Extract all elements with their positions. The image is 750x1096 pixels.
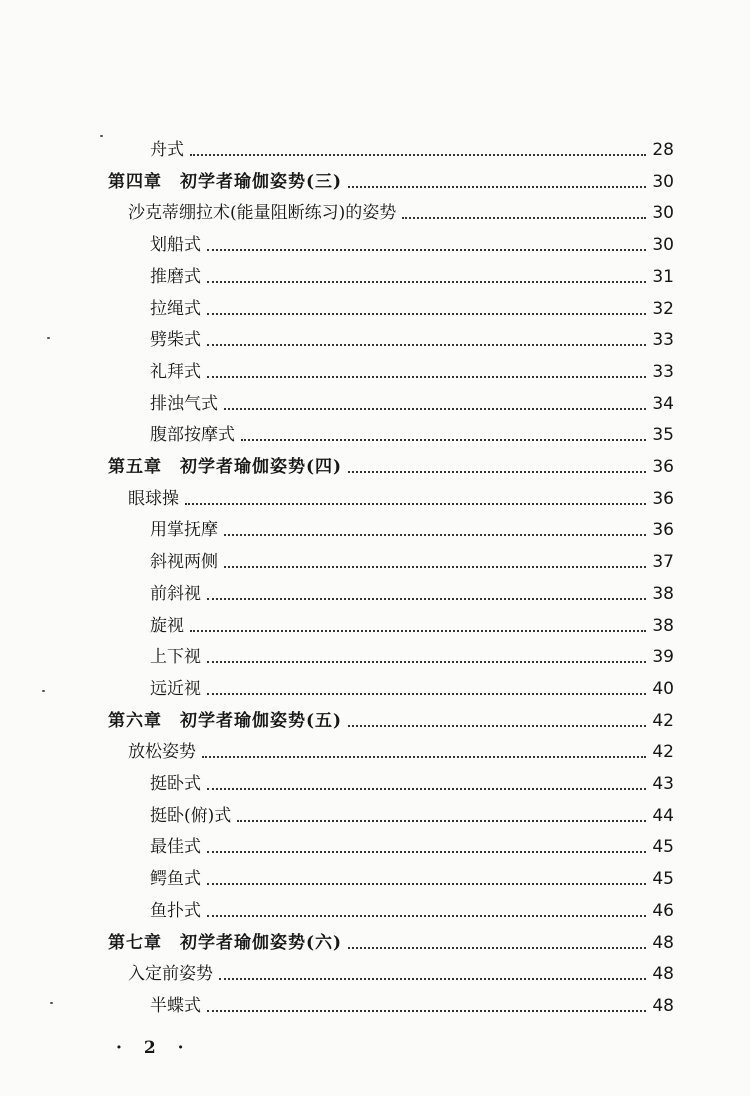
entry-page-number: 28 [652, 140, 674, 160]
entry-title: 推磨式 [150, 266, 201, 287]
entry-page-number: 39 [652, 647, 674, 668]
dot-leader [224, 533, 646, 536]
entry-title: 鳄鱼式 [150, 869, 201, 890]
entry-title: 第七章 初学者瑜伽姿势(六) [108, 932, 343, 953]
subsection-entry [150, 320, 674, 350]
dot-leader [207, 248, 646, 251]
dot-leader [348, 470, 646, 473]
entry-title: 腹部按摩式 [150, 425, 235, 446]
dot-leader [207, 280, 646, 283]
dot-leader [402, 216, 646, 219]
subsection-entry [150, 130, 674, 160]
print-speck [47, 337, 50, 339]
entry-page-number: 34 [652, 393, 674, 414]
dot-leader [207, 660, 646, 663]
entry-page-number: 38 [652, 583, 674, 604]
dot-leader [224, 565, 646, 568]
entry-title: 第六章 初学者瑜伽姿势(五) [108, 710, 343, 731]
chapter-entry [108, 162, 674, 192]
subsection-entry [150, 257, 674, 287]
entry-page-number: 30 [652, 235, 674, 256]
dot-leader [207, 1009, 646, 1012]
chapter-entry [108, 923, 674, 953]
entry-title: 半蝶式 [150, 995, 201, 1016]
dot-leader [224, 407, 646, 410]
entry-title: 旋视 [150, 615, 184, 636]
subsection-entry [150, 637, 674, 667]
entry-page-number: 45 [652, 869, 674, 890]
subsection-entry [150, 827, 674, 857]
entry-page-number: 31 [652, 266, 674, 287]
entry-page-number: 48 [652, 995, 674, 1016]
entry-page-number: 38 [652, 615, 674, 636]
subsection-entry [150, 289, 674, 319]
dot-leader [348, 185, 646, 188]
entry-page-number: 42 [652, 742, 674, 763]
entry-page-number: 44 [652, 805, 674, 826]
entry-page-number: 33 [652, 330, 674, 351]
subsection-entry [150, 669, 674, 699]
print-speck [50, 1002, 53, 1004]
entry-page-number: 43 [652, 774, 674, 794]
dot-leader [207, 692, 646, 695]
entry-title: 沙克蒂绷拉术(能量阻断练习)的姿势 [128, 203, 397, 224]
chapter-entry [108, 701, 674, 731]
subsection-entry [150, 510, 674, 540]
entry-page-number: 36 [652, 457, 674, 477]
subsection-entry [150, 606, 674, 636]
dot-leader [190, 153, 646, 156]
entry-page-number: 37 [652, 552, 674, 573]
entry-page-number: 45 [652, 837, 674, 858]
entry-title: 舟式 [150, 140, 184, 160]
entry-title: 入定前姿势 [128, 964, 213, 985]
dot-leader [207, 312, 646, 315]
subsection-entry [150, 764, 674, 794]
subsection-entry [150, 796, 674, 826]
dot-leader [237, 819, 646, 822]
entry-title: 斜视两侧 [150, 552, 218, 573]
dot-leader [185, 502, 646, 505]
entry-title: 放松姿势 [128, 742, 196, 763]
entry-page-number: 36 [652, 520, 674, 541]
entry-title: 拉绳式 [150, 298, 201, 319]
subsection-entry [150, 384, 674, 414]
entry-title: 第四章 初学者瑜伽姿势(三) [108, 171, 343, 192]
entry-title: 挺卧式 [150, 774, 201, 794]
entry-title: 排浊气式 [150, 393, 218, 414]
chapter-entry [108, 447, 674, 477]
entry-page-number: 30 [652, 171, 674, 192]
subsection-entry [150, 986, 674, 1016]
entry-page-number: 42 [652, 710, 674, 731]
dot-leader [348, 946, 646, 949]
dot-leader [190, 629, 646, 632]
entry-page-number: 48 [652, 932, 674, 953]
entry-title: 划船式 [150, 235, 201, 256]
entry-page-number: 30 [652, 203, 674, 224]
page-number: · 2 · [116, 1038, 192, 1058]
section-entry [128, 193, 674, 223]
dot-leader [207, 882, 646, 885]
entry-page-number: 36 [652, 488, 674, 509]
entry-page-number: 32 [652, 298, 674, 319]
print-speck [100, 135, 103, 137]
entry-title: 前斜视 [150, 583, 201, 604]
subsection-entry [150, 891, 674, 921]
entry-title: 礼拜式 [150, 361, 201, 382]
entry-page-number: 40 [652, 678, 674, 699]
subsection-entry [150, 542, 674, 572]
entry-page-number: 33 [652, 361, 674, 382]
dot-leader [207, 343, 646, 346]
entry-title: 第五章 初学者瑜伽姿势(四) [108, 457, 343, 477]
entry-title: 最佳式 [150, 837, 201, 858]
subsection-entry [150, 574, 674, 604]
section-entry [128, 479, 674, 509]
entry-title: 上下视 [150, 647, 201, 668]
dot-leader [202, 755, 646, 758]
dot-leader [348, 724, 646, 727]
subsection-entry [150, 415, 674, 445]
entry-title: 远近视 [150, 678, 201, 699]
subsection-entry [150, 225, 674, 255]
entry-title: 劈柴式 [150, 330, 201, 351]
section-entry [128, 732, 674, 762]
entry-title: 鱼扑式 [150, 900, 201, 921]
dot-leader [207, 914, 646, 917]
dot-leader [207, 850, 646, 853]
entry-title: 挺卧(俯)式 [150, 805, 232, 826]
entry-title: 用掌抚摩 [150, 520, 218, 541]
entry-title: 眼球操 [128, 488, 179, 509]
entry-page-number: 35 [652, 425, 674, 446]
section-entry [128, 954, 674, 984]
dot-leader [219, 977, 646, 980]
print-speck [42, 690, 45, 692]
dot-leader [241, 438, 646, 441]
subsection-entry [150, 859, 674, 889]
entry-page-number: 48 [652, 964, 674, 985]
entry-page-number: 46 [652, 900, 674, 921]
dot-leader [207, 787, 646, 790]
dot-leader [207, 375, 646, 378]
dot-leader [207, 597, 646, 600]
subsection-entry [150, 352, 674, 382]
